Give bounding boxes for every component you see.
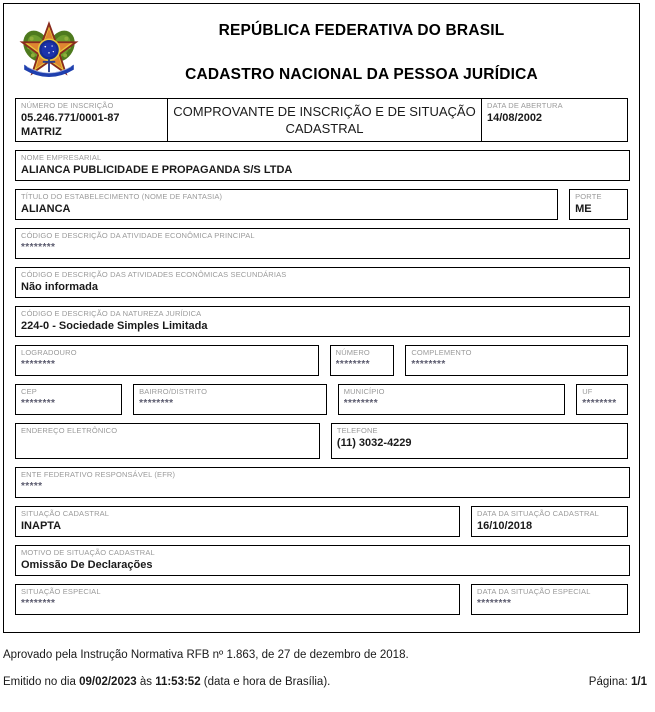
secondary-activities-row (15, 267, 628, 298)
cnpj-registry-title: CADASTRO NACIONAL DA PESSOA JURÍDICA (185, 66, 538, 83)
inscription-number-value: 05.246.771/0001-87 (21, 112, 120, 124)
address-complement-value: ******** (411, 359, 446, 370)
document-frame (3, 3, 640, 633)
email-label: ENDEREÇO ELETRÔNICO (21, 426, 118, 435)
legal-nature-row (15, 306, 628, 337)
street-field (15, 345, 319, 376)
street-value: ******** (21, 359, 56, 370)
special-status-value: ******** (21, 598, 56, 609)
special-status-row (15, 584, 628, 615)
state-field (576, 384, 628, 415)
federal-entity-value: ***** (21, 481, 43, 492)
issue-date-value: 09/02/2023 (79, 676, 137, 688)
masthead-titles (94, 14, 629, 84)
issue-prefix-text: Emitido no dia (3, 676, 80, 688)
address-complement-field (405, 345, 628, 376)
federal-entity-row (15, 467, 628, 498)
company-size-label: PORTE (575, 192, 602, 201)
company-size-field (569, 189, 628, 220)
phone-field (331, 423, 628, 459)
special-status-date-field (471, 584, 628, 615)
business-name-label: NOME EMPRESARIAL (21, 153, 102, 162)
city-field (338, 384, 566, 415)
street-label: LOGRADOURO (21, 348, 77, 357)
document-masthead (4, 4, 639, 98)
state-label: UF (582, 387, 593, 396)
secondary-activities-field (15, 267, 630, 298)
registration-status-date-label: DATA DA SITUAÇÃO CADASTRAL (477, 509, 599, 518)
special-status-date-label: DATA DA SITUAÇÃO ESPECIAL (477, 587, 591, 596)
special-status-date-value: ******** (477, 598, 512, 609)
brazil-coat-of-arms-icon (18, 20, 80, 82)
secondary-activities-value: Não informada (21, 281, 99, 293)
registration-status-reason-field (15, 545, 630, 576)
identification-strip (15, 98, 628, 142)
registration-status-field (15, 506, 460, 537)
district-label: BAIRRO/DISTRITO (139, 387, 208, 396)
street-number-value: ******** (335, 359, 370, 370)
legal-nature-field (15, 306, 630, 337)
establishment-title-field (15, 189, 558, 220)
street-number-label: NÚMERO (335, 348, 370, 357)
business-name-value: ALIANCA PUBLICIDADE E PROPAGANDA S/S LTDA (21, 164, 293, 176)
document-title-text: COMPROVANTE DE INSCRIÇÃO E DE SITUAÇÃO CADASTRAL (173, 104, 476, 136)
city-value: ******** (343, 398, 379, 409)
inscription-number-label: NÚMERO DE INSCRIÇÃO (21, 101, 114, 110)
page-value: 1/1 (631, 676, 647, 688)
establishment-row (15, 189, 628, 220)
issue-middle-text: às (136, 676, 156, 688)
registration-status-reason-label: MOTIVO DE SITUAÇÃO CADASTRAL (21, 548, 155, 557)
contact-row (15, 423, 628, 459)
opening-date-value: 14/08/2002 (487, 112, 543, 124)
registration-status-reason-row (15, 545, 628, 576)
document-title-cell (168, 99, 482, 141)
business-name-row (15, 150, 628, 181)
main-activity-value: ******** (21, 242, 56, 253)
approval-note-text: Aprovado pela Instrução Normativa RFB nº 1.863, de 27 de dezembro de 2018. (3, 649, 409, 661)
zip-code-value: ******** (21, 398, 56, 409)
main-activity-field (15, 228, 630, 259)
address-row (15, 345, 628, 376)
company-size-value: ME (575, 203, 592, 215)
approval-note (3, 648, 652, 663)
city-label: MUNICÍPIO (343, 387, 385, 396)
page-label: Página: (588, 676, 631, 688)
email-field (15, 423, 320, 459)
main-activity-label: CÓDIGO E DESCRIÇÃO DA ATIVIDADE ECONÔMICA PRINCIPAL (21, 231, 255, 240)
state-value: ******** (582, 398, 617, 409)
street-number-field (330, 345, 395, 376)
page-indicator (589, 675, 647, 690)
special-status-field (15, 584, 460, 615)
establishment-title-value: ALIANCA (21, 203, 71, 215)
establishment-title-label: TÍTULO DO ESTABELECIMENTO (NOME DE FANTASIA) (21, 192, 223, 201)
registration-status-row (15, 506, 628, 537)
document-footer (3, 648, 652, 702)
zip-code-label: CEP (21, 387, 37, 396)
opening-date-label: DATA DE ABERTURA (487, 101, 563, 110)
main-activity-row (15, 228, 628, 259)
issue-note (3, 675, 652, 690)
locality-row (15, 384, 628, 415)
special-status-label: SITUAÇÃO ESPECIAL (21, 587, 101, 596)
republic-title: REPÚBLICA FEDERATIVA DO BRASIL (218, 22, 505, 39)
address-complement-label: COMPLEMENTO (411, 348, 472, 357)
legal-nature-value: 224-0 - Sociedade Simples Limitada (21, 320, 208, 332)
phone-value: (11) 3032-4229 (336, 437, 412, 449)
district-field (133, 384, 327, 415)
business-name-field (15, 150, 630, 181)
registration-status-date-field (471, 506, 628, 537)
email-value (21, 436, 314, 450)
registration-status-date-value: 16/10/2018 (477, 520, 533, 532)
registration-status-value: INAPTA (21, 520, 62, 532)
registration-status-reason-value: Omissão De Declarações (21, 559, 153, 571)
federal-entity-label: ENTE FEDERATIVO RESPONSÁVEL (EFR) (21, 470, 176, 479)
issue-suffix-text: (data e hora de Brasília). (200, 676, 331, 688)
legal-nature-label: CÓDIGO E DESCRIÇÃO DA NATUREZA JURÍDICA (21, 309, 202, 318)
zip-code-field (15, 384, 122, 415)
phone-label: TELEFONE (336, 426, 378, 435)
issue-time-value: 11:53:52 (155, 676, 201, 688)
inscription-number-cell (16, 99, 168, 141)
inscription-type-value: MATRIZ (21, 126, 62, 138)
district-value: ******** (139, 398, 174, 409)
secondary-activities-label: CÓDIGO E DESCRIÇÃO DAS ATIVIDADES ECONÔMICAS SECUNDÁRIAS (21, 270, 287, 279)
registration-status-label: SITUAÇÃO CADASTRAL (21, 509, 110, 518)
federal-entity-field (15, 467, 630, 498)
opening-date-cell (482, 99, 627, 141)
